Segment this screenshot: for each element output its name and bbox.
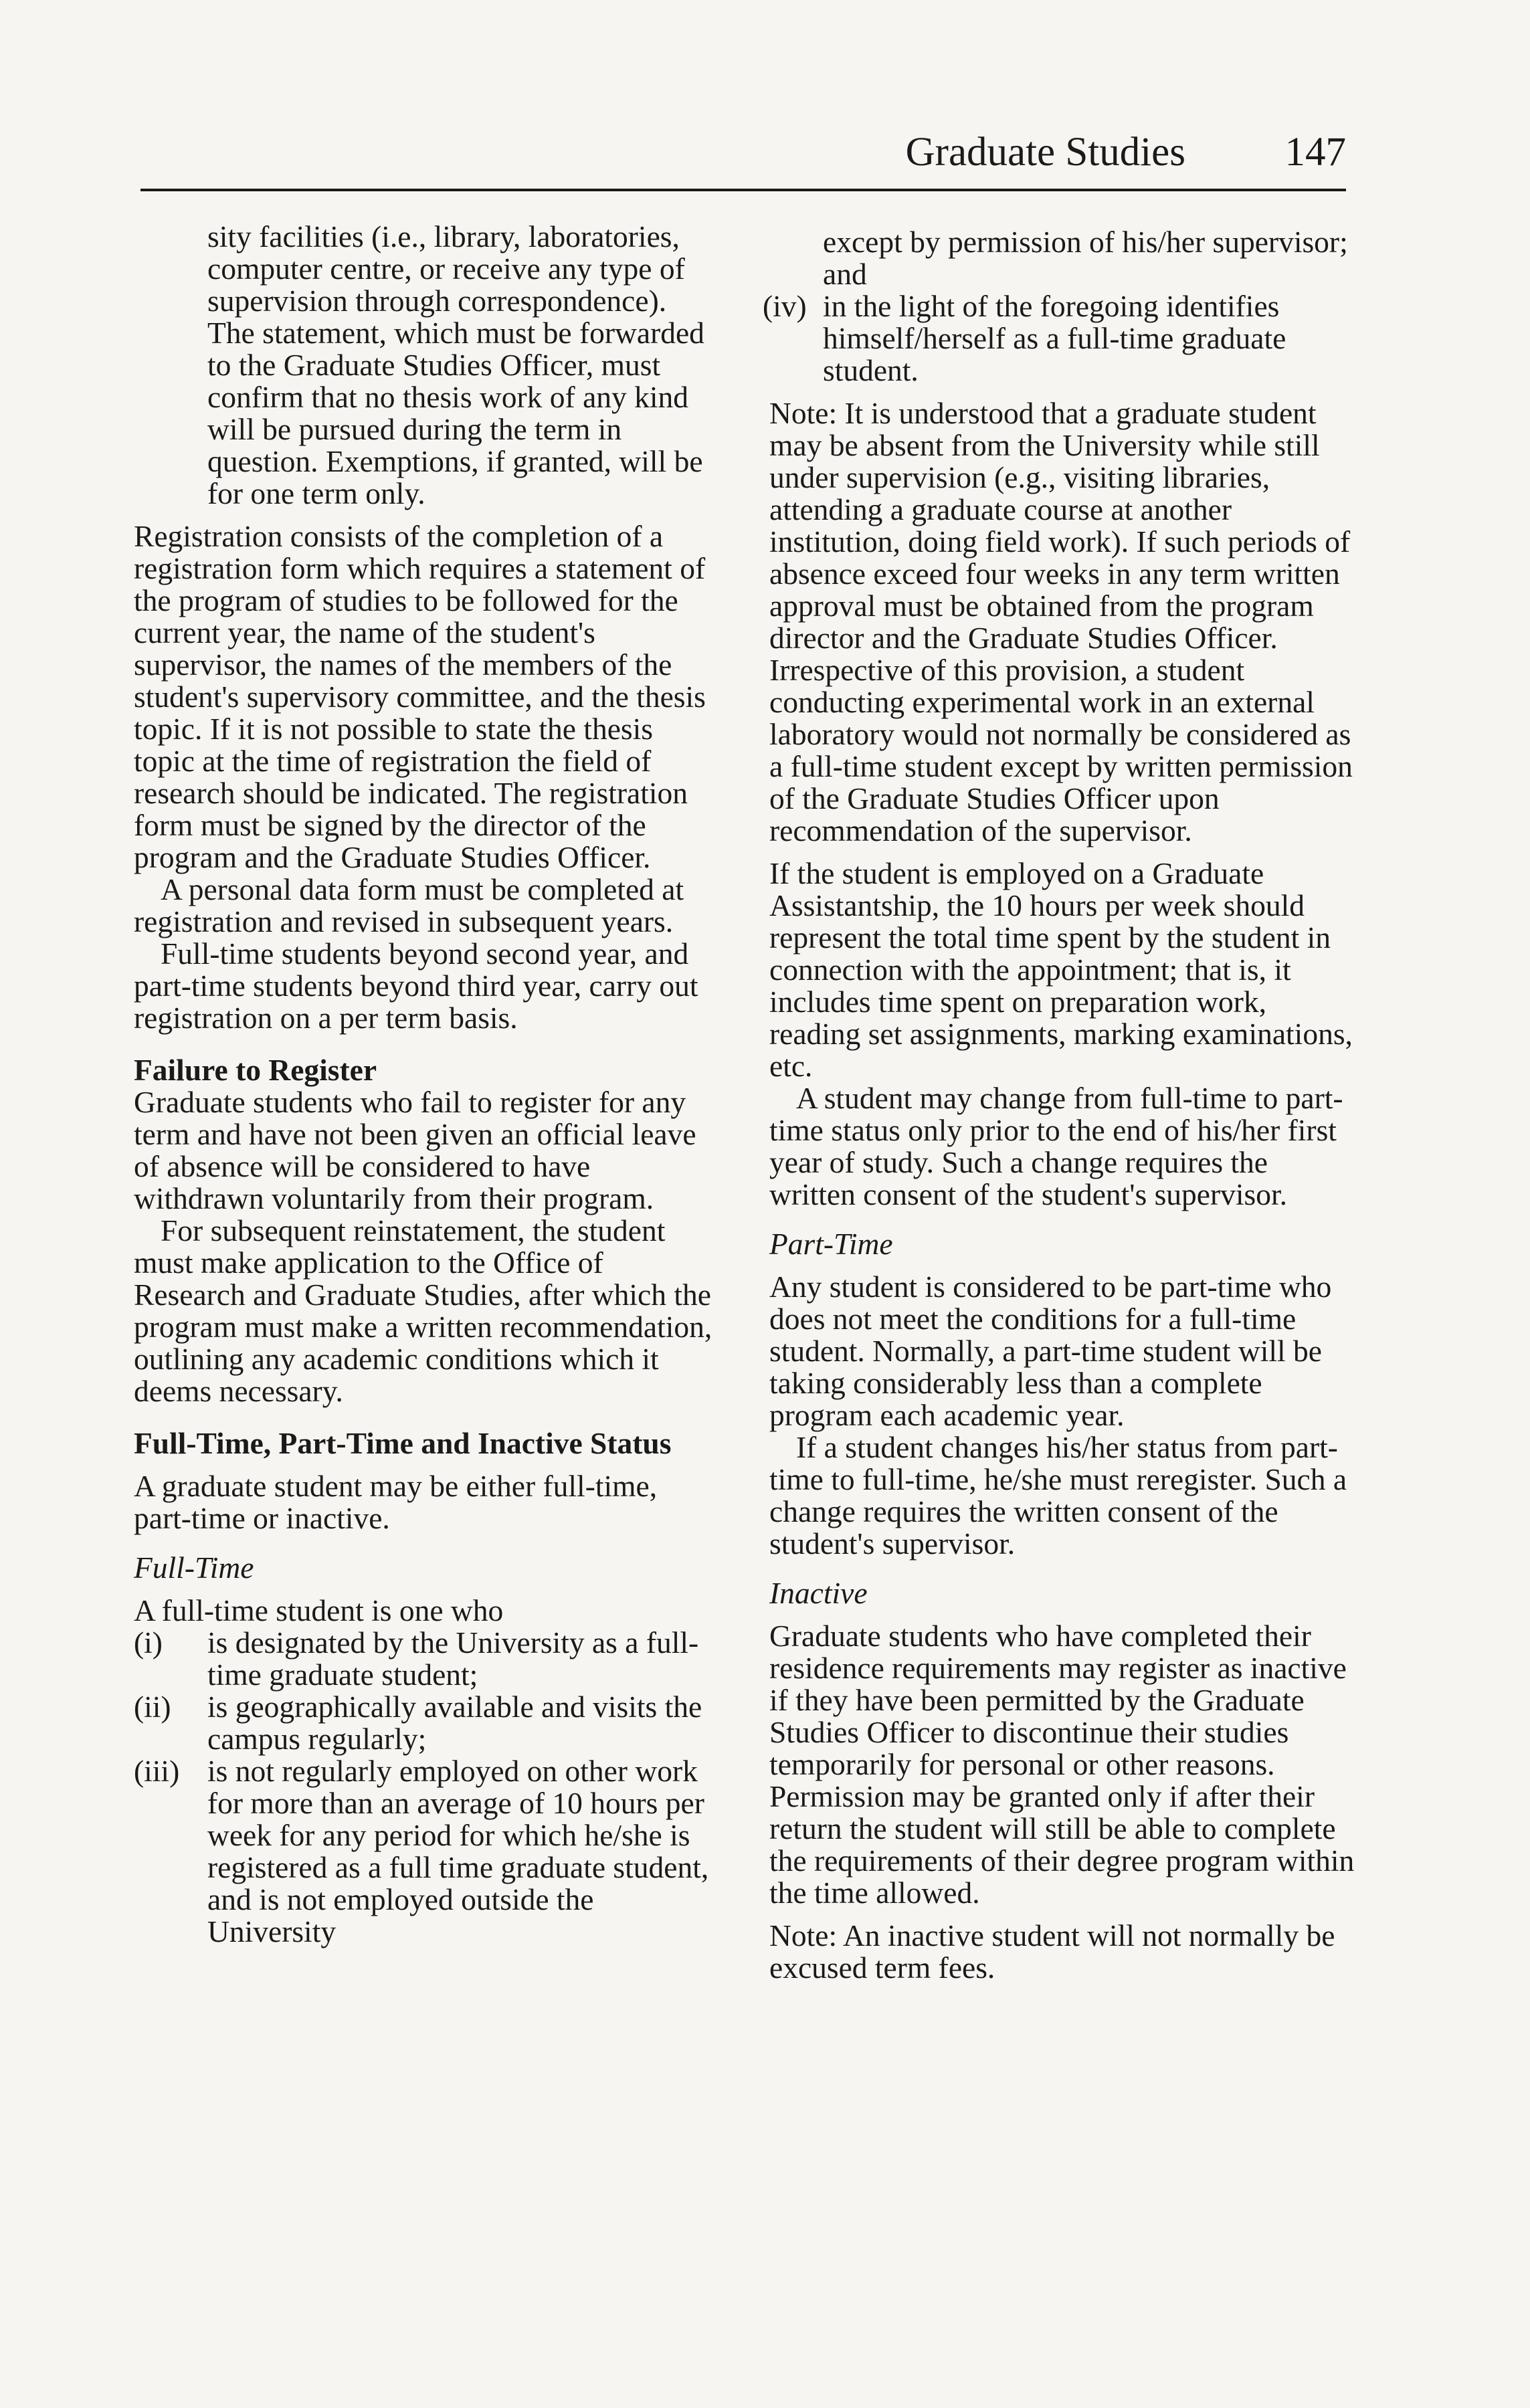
running-header — [140, 122, 1346, 191]
paragraph: A full-time student is one who — [134, 1593, 504, 1627]
subsection-heading: Inactive — [769, 1576, 868, 1610]
note: Note: An inactive student will not normally be excused term fees. — [769, 1918, 1335, 1985]
paragraph: If a student changes his/her status from part-time to full-time, he/she must reregister. Such a change requires the written consent of the student's supervisor. — [769, 1430, 1347, 1561]
paragraph: Graduate students who have completed their residence requirements may register as inactive if they have been permitted by the Graduate Studies Officer to discontinue their studies temporarily for personal or other reasons. Permission may be granted only if after their return the student will still be able to complete the requirements of their degree program within the time allowed. — [769, 1619, 1355, 1910]
page-number: 147 — [1284, 130, 1346, 175]
paragraph: Full-time students beyond second year, and part-time students beyond third year, carry out registration on a per term basis. — [134, 936, 698, 1035]
paragraph: A personal data form must be completed at registration and revised in subsequent years. — [134, 872, 684, 938]
paragraph: sity facilities (i.e., library, laboratories, computer centre, or receive any type of supervision through correspondence). The statement, which must be forwarded to the Graduate Studies Officer, must confirm that no thesis work of any kind will be pursued during the term in question. Exemptions, if granted, will be for one term only. — [207, 219, 704, 510]
section-heading: Failure to Register — [134, 1053, 377, 1087]
paragraph: Registration consists of the completion of a registration form which requires a statement of the program of studies to be followed for the current year, the name of the student's supervisor, the names of the members of the student's supervisory committee, and the thesis topic. If it is not possible to state the thesis topic at the time of registration the field of research should be indicated. The registration form must be signed by the director of the program and the Graduate Studies Officer. — [134, 519, 706, 874]
note: Note: It is understood that a graduate student may be absent from the University while still under supervision (e.g., visiting libraries, attending a graduate course at another institution, doing field work). If such periods of absence exceed four weeks in any term written approval must be obtained from the program director and the Graduate Studies Officer. Irrespective of this provision, a student conducting experimental work in an external laboratory would not normally be considered as a full-time student except by written permission of the Graduate Studies Officer upon recommendation of the supervisor. — [769, 396, 1353, 847]
list-continuation: except by permission of his/her supervisor; and — [823, 225, 1348, 291]
list-number: (iv) — [763, 289, 807, 323]
paragraph: For subsequent reinstatement, the student must make application to the Office of Research and Graduate Studies, after which the program must make a written recommendation, outlining any academic conditions which it deems necessary. — [134, 1213, 712, 1408]
list-item — [763, 289, 1358, 387]
list-text: is not regularly employed on other work for more than an average of 10 hours per week for any period for which he/she is registered as a full time graduate student, and is not employed outside the University — [207, 1754, 709, 1948]
paragraph: If the student is employed on a Graduate Assistantship, the 10 hours per week should represent the total time spent by the student in connection with the appointment; that is, it includes time spent on preparation work, reading set assignments, marking examinations, etc. — [769, 856, 1353, 1083]
subsection-heading: Full-Time — [134, 1550, 254, 1585]
list-text: is designated by the University as a full-time graduate student; — [207, 1625, 699, 1692]
section-heading: Full-Time, Part-Time and Inactive Status — [134, 1426, 672, 1460]
list-item — [134, 1627, 716, 1691]
paragraph: Any student is considered to be part-time who does not meet the conditions for a full-time student. Normally, a part-time student will be taking considerably less than a complete program each academic year. — [769, 1270, 1332, 1432]
list-number: (i) — [134, 1625, 163, 1660]
list-item — [134, 1691, 716, 1755]
left-column — [134, 221, 716, 1948]
paragraph: Graduate students who fail to register for any term and have not been given an official leave of absence will be considered to have withdrawn voluntarily from their program. — [134, 1085, 696, 1215]
list-number: (ii) — [134, 1690, 171, 1724]
list-item — [134, 1755, 716, 1948]
paragraph: A graduate student may be either full-time, part-time or inactive. — [134, 1469, 658, 1535]
section-title: Graduate Studies — [905, 130, 1185, 175]
list-text: is geographically available and visits the campus regularly; — [207, 1690, 702, 1756]
list-text: in the light of the foregoing identifies himself/herself as a full-time graduate student. — [823, 289, 1286, 387]
subsection-heading: Part-Time — [769, 1227, 893, 1261]
right-column — [763, 225, 1358, 1985]
list-number: (iii) — [134, 1754, 180, 1788]
paragraph: A student may change from full-time to part-time status only prior to the end of his/her first year of study. Such a change requires the written consent of the student's supervisor. — [769, 1081, 1343, 1211]
